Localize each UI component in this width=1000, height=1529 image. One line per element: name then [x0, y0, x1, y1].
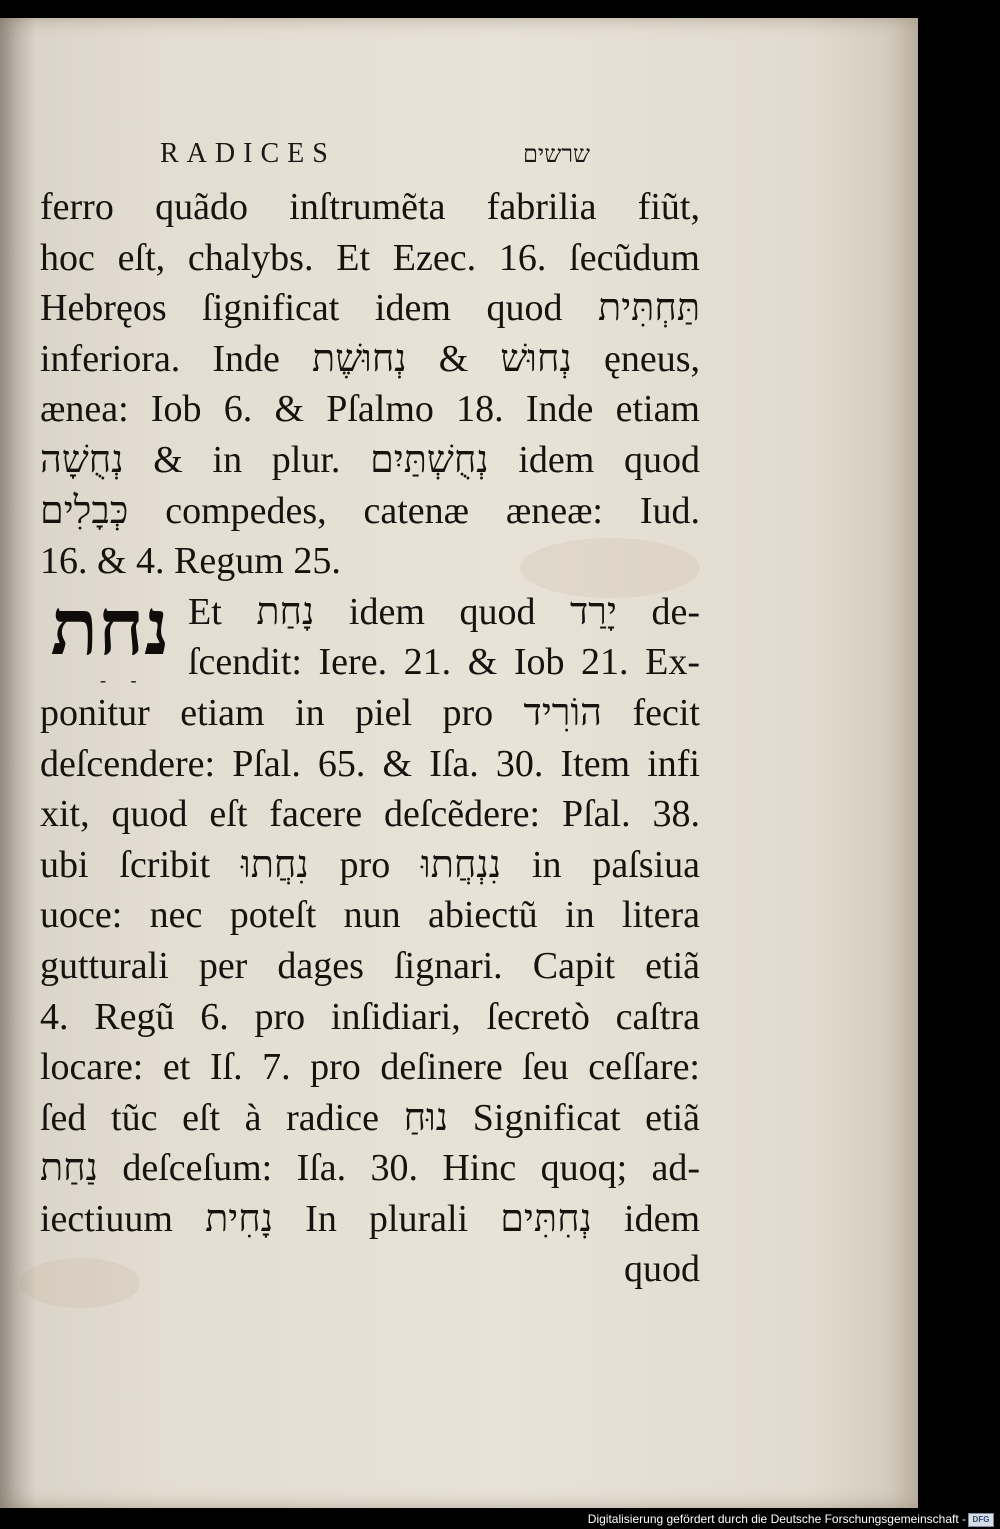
running-head-hebrew: שרשים — [522, 140, 590, 168]
footer-bar — [0, 1510, 1000, 1529]
text-line: נַחַת deſceſum: Iſa. 30. Hinc quoq; ad- — [40, 1147, 700, 1190]
text-line: inferiora. Inde נְחוּשׁ & נְחוּשֶׁת ęneus, — [40, 337, 700, 380]
drop-cap-hebrew-root: נחת — [50, 581, 170, 673]
catchword: quod — [624, 1248, 700, 1291]
text-line: ponitur etiam in piel pro הוֹרִיד fecit — [40, 691, 700, 734]
text-line: uoce: nec poteſt nun abiectũ in litera — [40, 894, 700, 937]
text-line: ænea: Iob 6. & Pſalmo 18. Inde etiam — [40, 388, 700, 431]
text-line: Et נָחַת idem quod יָרַד de- — [188, 590, 700, 633]
running-header — [160, 138, 590, 174]
text-line: xit, quod eſt facere deſcẽdere: Pſal. 38. — [40, 793, 700, 836]
main-text — [40, 182, 700, 1295]
text-line: deſcendere: Pſal. 65. & Iſa. 30. Item infi — [40, 742, 700, 785]
text-line: Hebręos ſignificat idem quod תַּחְתִּית — [40, 287, 700, 330]
text-line: iectiuum נָחִית In plurali נְחִתִּים idem — [40, 1197, 701, 1240]
text-line: 16. & 4. Regum 25. — [40, 540, 341, 583]
dfg-logo-icon: DFG — [968, 1513, 994, 1527]
text-line: ſed tũc eſt à radice נוּחַ Significat etiã — [40, 1096, 700, 1139]
drop-cap-marks: - - — [100, 669, 147, 690]
entry-heading — [40, 581, 700, 690]
text-line: ferro quãdo inſtrumẽta fabrilia fiũt, — [40, 186, 700, 228]
text-line: נְחֻשָׁה & in plur. נְחֻשְׁתַּיִם idem quod — [40, 438, 701, 481]
spine-shadow — [0, 18, 36, 1508]
digitization-credit: Digitalisierung gefördert durch die Deutsche Forschungsgemeinschaft - — [587, 1512, 966, 1526]
drop-cap-lines — [188, 587, 700, 688]
text-line: 4. Regũ 6. pro inſidiari, ſecretò caſtra — [40, 995, 700, 1038]
text-line: hoc eſt, chalybs. Et Ezec. 16. ſecũdum — [40, 236, 700, 279]
text-line: gutturali per dages ſignari. Capit etiã — [40, 944, 700, 987]
running-head-latin: RADICES — [160, 138, 336, 169]
text-line: locare: et Iſ. 7. pro deſinere ſeu ceſſare: — [40, 1046, 700, 1089]
text-line: כְּבָלִים compedes, catenæ æneæ: Iud. — [40, 489, 700, 532]
text-line: ubi ſcribit נִחֲתוּ pro נִנְחֲתוּ in paſsiua — [40, 843, 700, 886]
text-line: ſcendit: Iere. 21. & Iob 21. Ex- — [188, 641, 700, 684]
